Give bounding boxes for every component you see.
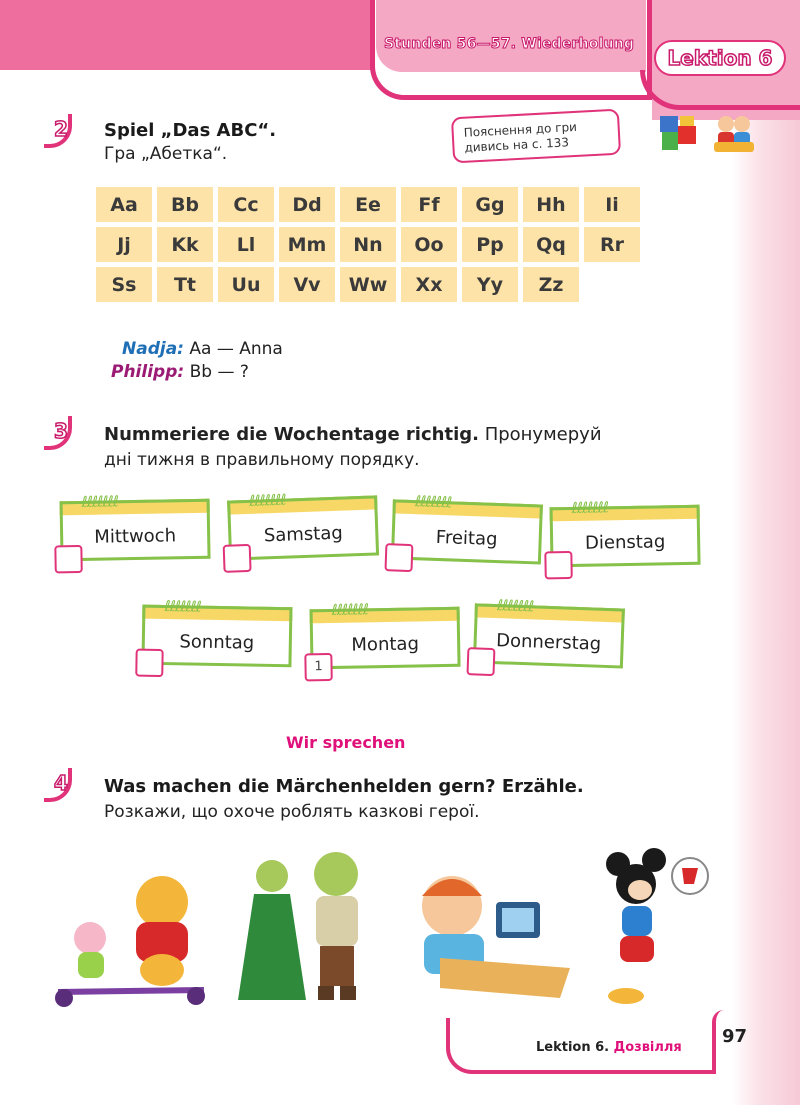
footer-topic: Дозвілля bbox=[613, 1040, 682, 1055]
alphabet-cell: Rr bbox=[584, 227, 640, 262]
alphabet-cell: Bb bbox=[157, 187, 213, 222]
weekday-label: Mittwoch bbox=[94, 525, 177, 548]
number-input-box[interactable] bbox=[466, 647, 495, 676]
task-number: 2 bbox=[54, 117, 68, 141]
spiral-rings-icon: ℓℓℓℓℓℓℓ bbox=[331, 600, 369, 619]
alphabet-cell: Mm bbox=[279, 227, 335, 262]
footer-lektion: Lektion 6. bbox=[536, 1040, 614, 1055]
weekday-label: Donnerstag bbox=[495, 630, 602, 655]
alphabet-cell: Yy bbox=[462, 267, 518, 302]
alphabet-cell: Uu bbox=[218, 267, 274, 302]
weekday-label: Montag bbox=[351, 633, 420, 656]
alphabet-cell: Hh bbox=[523, 187, 579, 222]
page-number: 97 bbox=[722, 1026, 748, 1047]
boy-computer-illustration bbox=[400, 858, 576, 1008]
task4-title: Was machen die Märchenhelden gern? Erzähle. bbox=[104, 776, 584, 797]
weekday-card bbox=[473, 595, 627, 670]
alphabet-cell: Ff bbox=[401, 187, 457, 222]
spiral-rings-icon: ℓℓℓℓℓℓℓ bbox=[248, 490, 286, 510]
hint-line1: Пояснення до гри bbox=[463, 119, 578, 140]
alphabet-cell: Dd bbox=[279, 187, 335, 222]
header-curve bbox=[640, 70, 800, 110]
alphabet-cell: Qq bbox=[523, 227, 579, 262]
alphabet-cell: Gg bbox=[462, 187, 518, 222]
task-number: 3 bbox=[54, 419, 68, 443]
weekday-label: Sonntag bbox=[179, 631, 255, 654]
number-input-box[interactable] bbox=[544, 551, 572, 579]
task-number-badge bbox=[44, 114, 78, 152]
spiral-rings-icon: ℓℓℓℓℓℓℓ bbox=[571, 498, 609, 517]
alphabet-grid bbox=[96, 187, 640, 302]
number-input-box[interactable] bbox=[384, 543, 413, 572]
dialog-line-philipp bbox=[111, 362, 249, 382]
task-number-badge bbox=[44, 416, 78, 454]
task3-title-rest: Пронумеруй bbox=[478, 424, 602, 445]
task-number-badge bbox=[44, 768, 78, 806]
task2-subtitle: Гра „Абетка“. bbox=[104, 144, 228, 164]
alphabet-cell: Zz bbox=[523, 267, 579, 302]
alphabet-cell: Nn bbox=[340, 227, 396, 262]
task3-title: Nummeriere die Wochentage richtig. bbox=[104, 424, 479, 445]
alphabet-cell: Ii bbox=[584, 187, 640, 222]
spiral-rings-icon: ℓℓℓℓℓℓℓ bbox=[414, 492, 452, 512]
hint-box bbox=[451, 109, 621, 164]
section-heading: Wir sprechen bbox=[286, 733, 406, 752]
spiral-rings-icon: ℓℓℓℓℓℓℓ bbox=[81, 492, 119, 511]
hint-line2: дивись на с. 133 bbox=[464, 135, 570, 155]
alphabet-cell: Vv bbox=[279, 267, 335, 302]
number-input-box[interactable] bbox=[135, 649, 163, 677]
side-strip bbox=[732, 0, 800, 1105]
weekday-label: Dienstag bbox=[584, 531, 666, 554]
weekday-card bbox=[391, 491, 545, 566]
weekday-label: Samstag bbox=[263, 522, 344, 547]
task4-subtitle: Розкажи, що охоче роблять казкові герої. bbox=[104, 802, 480, 822]
game-icon bbox=[658, 112, 700, 154]
stunden-heading: Stunden 56—57. Wiederholung bbox=[384, 36, 635, 52]
footer-label bbox=[536, 1040, 682, 1055]
task-number: 4 bbox=[54, 771, 68, 795]
weekday-card bbox=[309, 599, 462, 675]
alphabet-cell: Tt bbox=[157, 267, 213, 302]
mickey-football-illustration bbox=[584, 846, 714, 1012]
alphabet-cell: Jj bbox=[96, 227, 152, 262]
task2-title: Spiel „Das ABC“. bbox=[104, 120, 277, 141]
weekday-card bbox=[227, 487, 381, 562]
dialog-line-nadja bbox=[122, 339, 283, 359]
dialog-text-nadja: Aa — Anna bbox=[183, 339, 283, 359]
alphabet-cell: Ee bbox=[340, 187, 396, 222]
speaker-philipp: Philipp: bbox=[111, 362, 185, 382]
lektion-badge: Lektion 6 bbox=[654, 40, 786, 76]
number-input-box[interactable] bbox=[54, 545, 82, 573]
task3-subtitle: дні тижня в правильному порядку. bbox=[104, 450, 420, 470]
kids-icon bbox=[712, 112, 756, 156]
spiral-rings-icon: ℓℓℓℓℓℓℓ bbox=[164, 597, 201, 616]
weekday-card bbox=[549, 497, 702, 570]
weekday-card bbox=[59, 491, 212, 564]
alphabet-cell: Kk bbox=[157, 227, 213, 262]
task3-title-line bbox=[104, 424, 602, 445]
speaker-nadja: Nadja: bbox=[122, 339, 184, 359]
number-input-box[interactable]: 1 bbox=[304, 653, 332, 681]
alphabet-cell: Ww bbox=[340, 267, 396, 302]
weekday-label: Freitag bbox=[435, 526, 498, 551]
pooh-piglet-scooter-illustration bbox=[44, 862, 220, 1012]
number-input-box[interactable] bbox=[223, 544, 252, 573]
weekday-card bbox=[141, 597, 294, 670]
dialog-text-philipp: Bb — ? bbox=[184, 362, 249, 382]
alphabet-cell: Pp bbox=[462, 227, 518, 262]
shrek-fiona-illustration bbox=[232, 850, 382, 1010]
spiral-rings-icon: ℓℓℓℓℓℓℓ bbox=[496, 596, 534, 616]
alphabet-cell: Aa bbox=[96, 187, 152, 222]
alphabet-cell: Xx bbox=[401, 267, 457, 302]
alphabet-cell: Ss bbox=[96, 267, 152, 302]
alphabet-cell: Oo bbox=[401, 227, 457, 262]
alphabet-cell: Cc bbox=[218, 187, 274, 222]
alphabet-cell: Ll bbox=[218, 227, 274, 262]
